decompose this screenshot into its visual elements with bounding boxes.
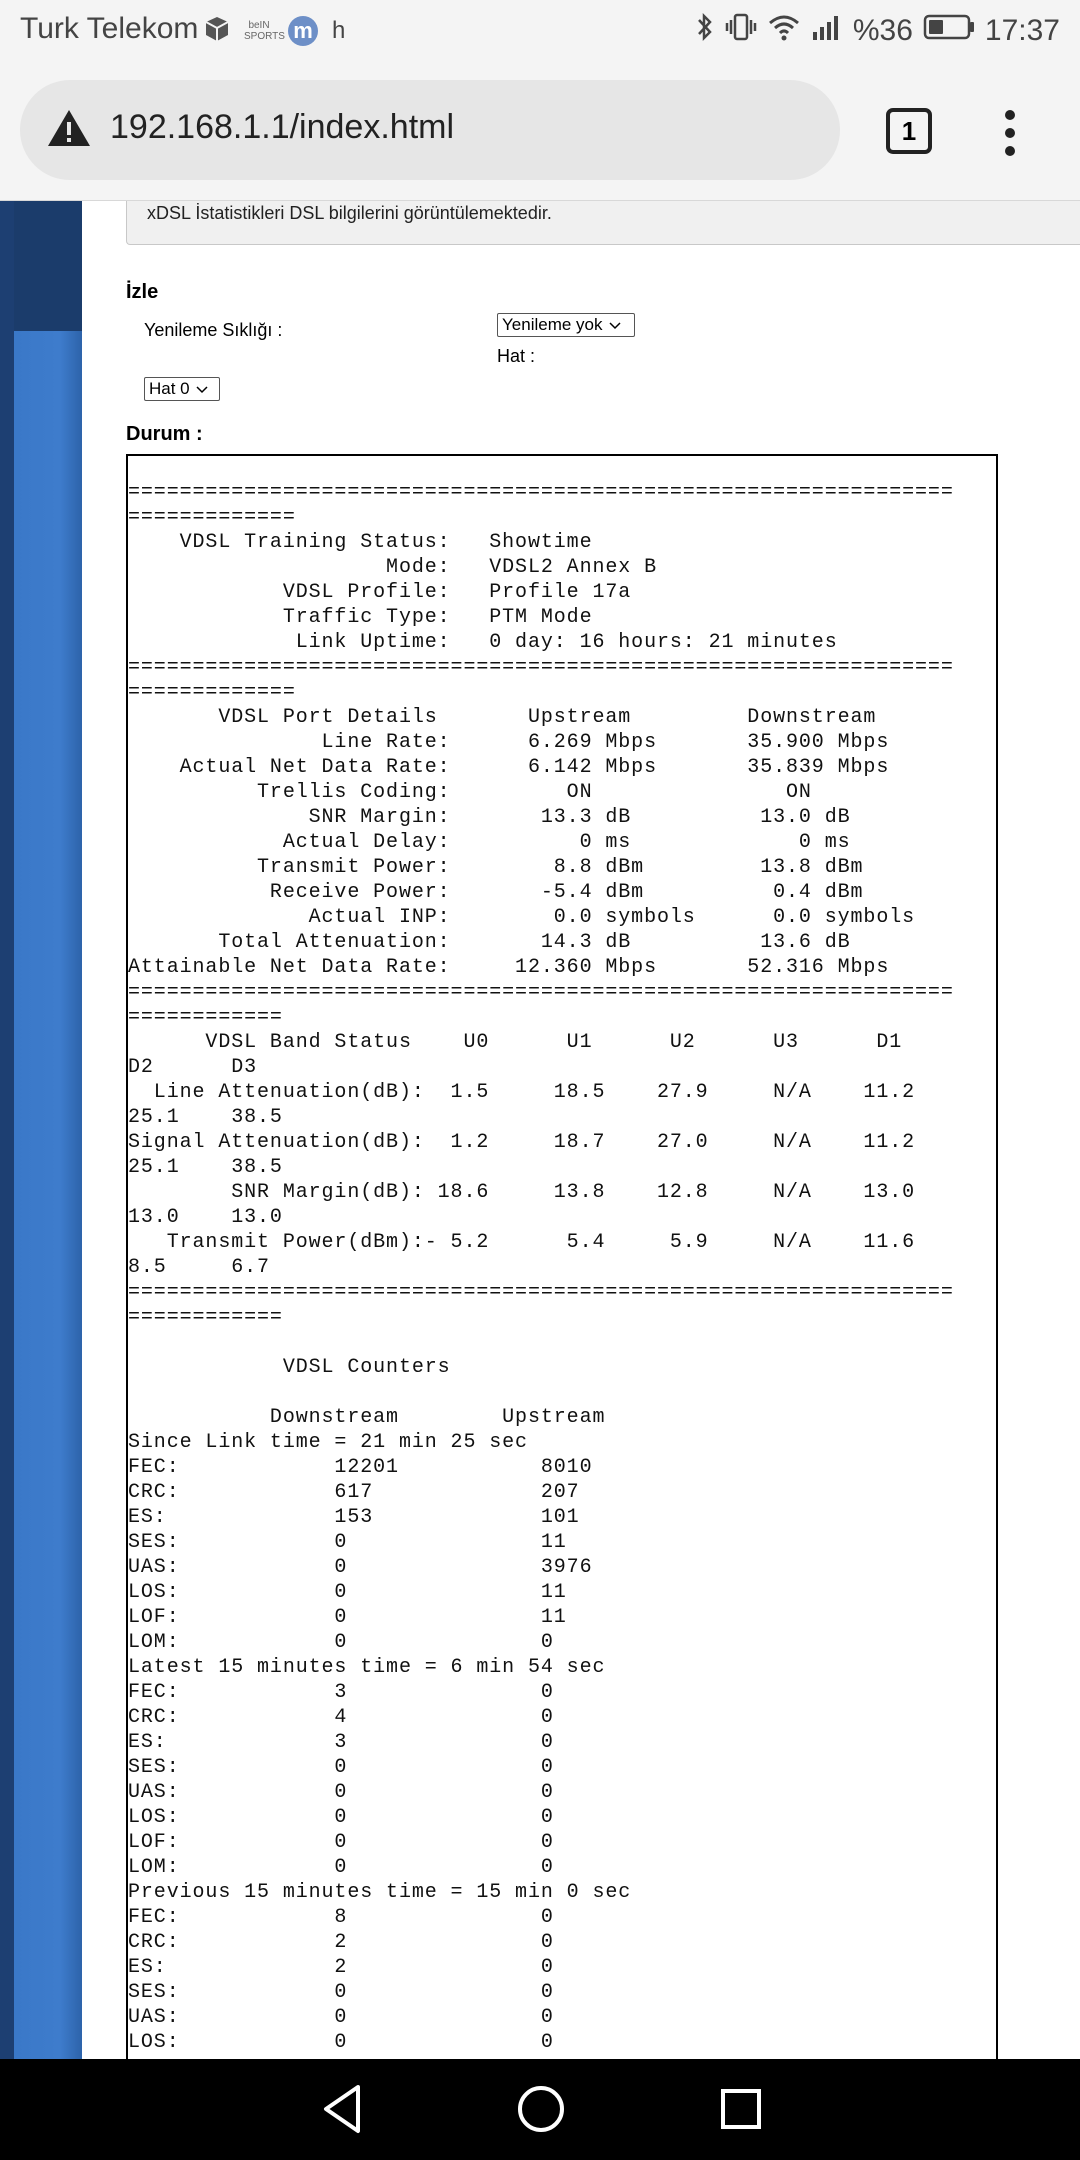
- info-text: xDSL İstatistikleri DSL bilgilerini görüntülemektedir.: [147, 203, 552, 223]
- vibrate-icon: [725, 12, 757, 50]
- signal-icon: [811, 12, 843, 50]
- url-text[interactable]: 192.168.1.1/index.html: [110, 108, 455, 146]
- status-bar: [0, 0, 1080, 62]
- chevron-down-icon: [609, 318, 621, 333]
- line-label: Hat :: [497, 346, 536, 366]
- status-left-icons: [204, 14, 345, 48]
- package-icon: [204, 15, 230, 48]
- tab-switcher-icon[interactable]: 1: [886, 108, 932, 154]
- h-notification-icon: h: [332, 17, 346, 44]
- wifi-icon: [767, 12, 801, 50]
- back-icon[interactable]: [320, 2083, 364, 2140]
- chevron-down-icon: [196, 382, 208, 397]
- home-icon[interactable]: [516, 2083, 566, 2140]
- clock: 17:37: [984, 14, 1060, 47]
- web-page: [0, 201, 1080, 2059]
- recents-icon[interactable]: [720, 2083, 762, 2140]
- battery-icon: [923, 12, 975, 50]
- status-right-icons: [695, 12, 1060, 50]
- refresh-label: Yenileme Sıklığı :: [144, 320, 283, 340]
- info-box: [126, 201, 1080, 245]
- m-app-icon: m: [288, 16, 318, 46]
- status-textarea[interactable]: [126, 454, 998, 2059]
- warning-icon[interactable]: [46, 108, 92, 153]
- system-nav-bar: [0, 2059, 1080, 2160]
- monitor-title: İzle: [126, 281, 159, 303]
- router-sidebar: [0, 201, 82, 2059]
- sidebar-top: [14, 201, 82, 331]
- status-title: Durum :: [126, 423, 203, 445]
- browser-toolbar: [0, 62, 1080, 201]
- carrier-name: Turk Telekom: [20, 12, 199, 45]
- line-select-value: Hat 0: [149, 379, 190, 398]
- refresh-select-value: Yenileme yok: [502, 315, 603, 334]
- bein-sports-logo: beIN SPORTS: [244, 20, 285, 42]
- battery-text: %36: [852, 14, 913, 47]
- more-menu-icon[interactable]: [996, 108, 1024, 158]
- refresh-select[interactable]: [497, 313, 635, 337]
- bluetooth-icon: [695, 12, 715, 50]
- status-text: ================================================================ ============= VDSL Training Status: Showtime Mode: VDSL2 Annex B VDSL Profile: Profile 17a Traffic Type: PTM Mode Link Uptime: 0 day: 16 hours: 21 minutes ================================================================ ============= VDSL Port Details Upstream Downstream Line Rate: 6.269 Mbps 35.900 Mbps Actual Net Data Rate: 6.142 Mbps 35.839 Mbps Trellis Coding: ON ON SNR Margin: 13.3 dB 13.0 dB Actual Delay: 0 ms 0 ms Transmit Power: 8.8 dBm 13.8 dBm Receive Power: -5.4 dBm 0.4 dBm Actual INP: 0.0 symbols 0.0 symbols Total Attenuation: 14.3 dB 13.6 dB Attainable Net Data Rate: 12.360 Mbps 52.316 Mbps ================================================================ ============ VDSL Band Status U0 U1 U2 U3 D1 D2 D3 Line Attenuation(dB): 1.5 18.5 27.9 N/A 11.2 25.1 38.5 Signal Attenuation(dB): 1.2 18.7 27.0 N/A 11.2 25.1 38.5 SNR Margin(dB): 18.6 13.8 12.8 N/A 13.0 13.0 13.0 Transmit Power(dBm):- 5.2 5.4 5.9 N/A 11.6 8.5 6.7 ================================================================ ============ VDSL Counters Downstream Upstream Since Link time = 21 min 25 sec FEC: 12201 8010 CRC: 617 207 ES: 153 101 SES: 0 11 UAS: 0 3976 LOS: 0 11 LOF: 0 11 LOM: 0 0 Latest 15 minutes time = 6 min 54 sec FEC: 3 0 CRC: 4 0 ES: 3 0 SES: 0 0 UAS: 0 0 LOS: 0 0 LOF: 0 0 LOM: 0 0 Previous 15 minutes time = 15 min 0 sec FEC: 8 0 CRC: 2 0 ES: 2 0 SES: 0 0 UAS: 0 0 LOS: 0 0: [128, 481, 954, 2054]
- line-select[interactable]: [144, 377, 220, 401]
